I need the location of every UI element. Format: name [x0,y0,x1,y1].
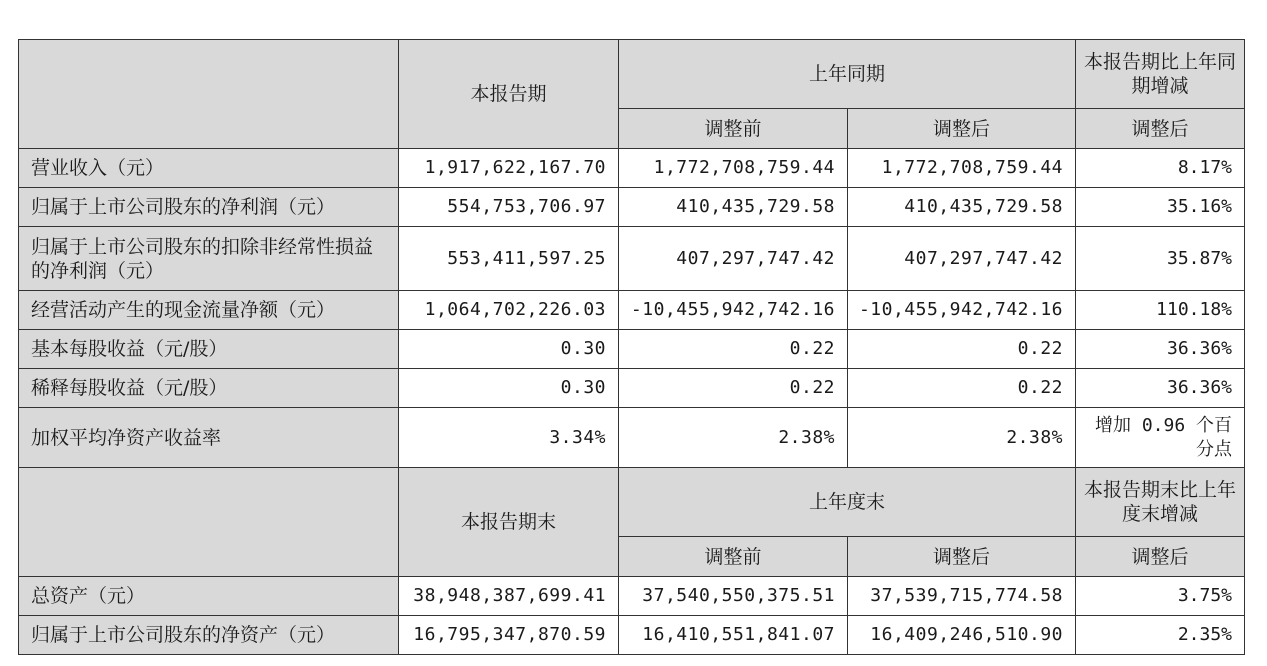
change-value: 36.36% [1076,330,1245,369]
after-value: 407,297,747.42 [848,227,1076,291]
row-label: 基本每股收益（元/股） [19,330,399,369]
table-row [19,369,1245,408]
header-blank-cell [19,468,399,577]
header-change-end: 本报告期末比上年度末增减 [1076,468,1245,537]
current-value: 554,753,706.97 [399,188,619,227]
after-value: 1,772,708,759.44 [848,149,1076,188]
current-value: 16,795,347,870.59 [399,616,619,655]
before-value: 407,297,747.42 [619,227,848,291]
before-value: 0.22 [619,330,848,369]
after-value: -10,455,942,742.16 [848,291,1076,330]
after-value: 0.22 [848,330,1076,369]
before-value: 37,540,550,375.51 [619,577,848,616]
header-before-adjust: 调整前 [619,109,848,149]
header-after-adjust: 调整后 [848,537,1076,577]
before-value: 1,772,708,759.44 [619,149,848,188]
current-value: 553,411,597.25 [399,227,619,291]
header-prior-period: 上年同期 [619,40,1076,109]
header-change-after-adjust: 调整后 [1076,109,1245,149]
table-row [19,577,1245,616]
after-value: 16,409,246,510.90 [848,616,1076,655]
financial-summary-table [18,39,1245,655]
change-value: 3.75% [1076,577,1245,616]
current-value: 0.30 [399,330,619,369]
table-row [19,227,1245,291]
before-value: 2.38% [619,408,848,468]
table-row [19,408,1245,468]
change-value: 增加 0.96 个百分点 [1076,408,1245,468]
change-value: 36.36% [1076,369,1245,408]
table-row [19,188,1245,227]
table-row [19,330,1245,369]
header-period-end: 本报告期末 [399,468,619,577]
header-after-adjust: 调整后 [848,109,1076,149]
header-prior-year-end: 上年度末 [619,468,1076,537]
change-value: 35.87% [1076,227,1245,291]
current-value: 1,064,702,226.03 [399,291,619,330]
row-label: 经营活动产生的现金流量净额（元） [19,291,399,330]
header-current-period: 本报告期 [399,40,619,149]
current-value: 0.30 [399,369,619,408]
header-change: 本报告期比上年同期增减 [1076,40,1245,109]
before-value: -10,455,942,742.16 [619,291,848,330]
table-row [19,616,1245,655]
row-label: 加权平均净资产收益率 [19,408,399,468]
after-value: 2.38% [848,408,1076,468]
change-value: 8.17% [1076,149,1245,188]
change-value: 110.18% [1076,291,1245,330]
before-value: 410,435,729.58 [619,188,848,227]
row-label: 归属于上市公司股东的净资产（元） [19,616,399,655]
after-value: 37,539,715,774.58 [848,577,1076,616]
after-value: 0.22 [848,369,1076,408]
current-value: 3.34% [399,408,619,468]
after-value: 410,435,729.58 [848,188,1076,227]
current-value: 38,948,387,699.41 [399,577,619,616]
row-label: 归属于上市公司股东的扣除非经常性损益的净利润（元） [19,227,399,291]
table-row [19,291,1245,330]
header-blank-cell [19,40,399,149]
header-before-adjust: 调整前 [619,537,848,577]
header-change-after-adjust: 调整后 [1076,537,1245,577]
row-label: 营业收入（元） [19,149,399,188]
before-value: 0.22 [619,369,848,408]
change-value: 35.16% [1076,188,1245,227]
row-label: 稀释每股收益（元/股） [19,369,399,408]
before-value: 16,410,551,841.07 [619,616,848,655]
table-row [19,149,1245,188]
row-label: 归属于上市公司股东的净利润（元） [19,188,399,227]
current-value: 1,917,622,167.70 [399,149,619,188]
change-value: 2.35% [1076,616,1245,655]
row-label: 总资产（元） [19,577,399,616]
